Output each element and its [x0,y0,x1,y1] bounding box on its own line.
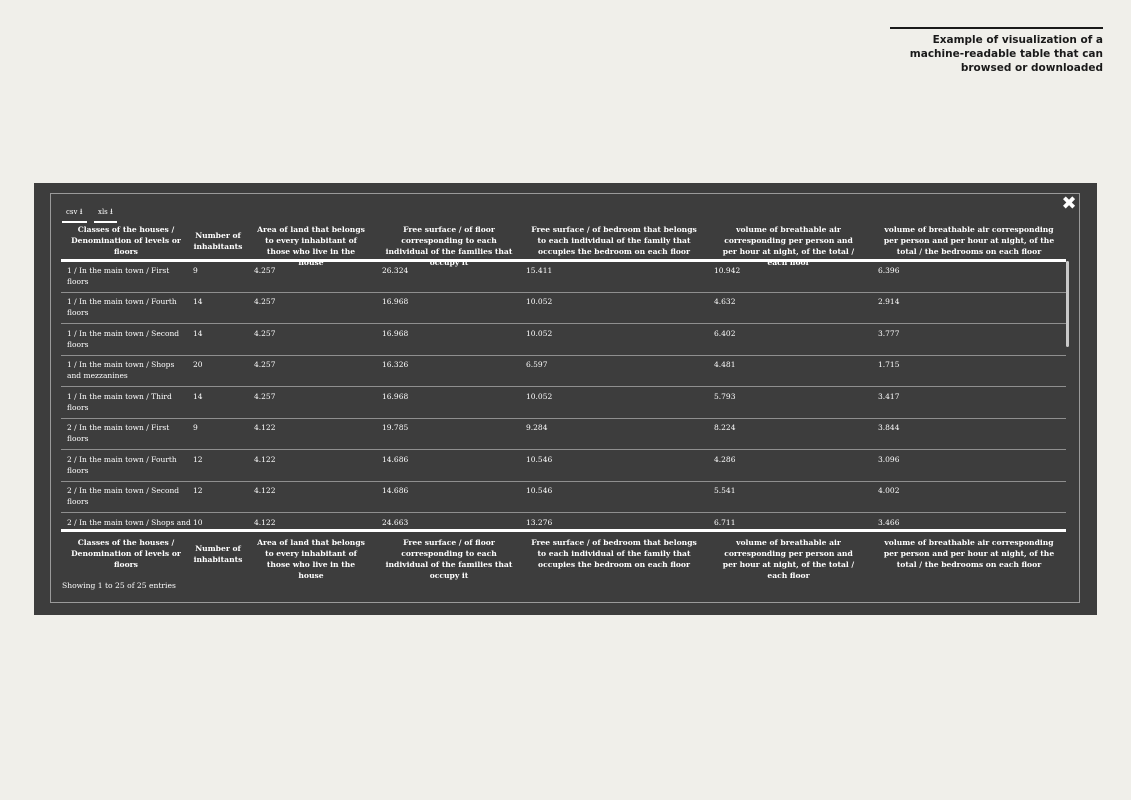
table-cell: 12 [193,486,203,495]
table-cell: 14 [193,329,203,338]
xls-label: xls [98,208,108,216]
table-cell: 6.711 [714,518,736,527]
table-cell: 16.326 [382,360,409,369]
page-caption [890,27,1103,75]
table-row [61,450,1066,482]
table-cell: 24.663 [382,518,409,527]
table-cell: 4.122 [254,455,276,464]
table-cell: 2.914 [878,297,900,306]
table-cell: 14.686 [382,486,409,495]
table-cell: 12 [193,455,203,464]
column-header[interactable]: Classes of the houses / Denomination of levels or floors [71,225,181,256]
table-cell: 2 / In the main town / Shops and [67,518,191,527]
table-row [61,355,1066,387]
caption-line: browsed or downloaded [960,62,1103,74]
table-cell: 3.844 [878,423,900,432]
xls-download-button[interactable] [94,205,117,223]
table-cell: 10.546 [526,486,553,495]
table-cell: 10 [193,518,203,527]
csv-download-button[interactable] [62,205,87,223]
table-cell: 19.785 [382,423,409,432]
column-header[interactable]: volume of breathable air corresponding per person and per hour at night, of the total / each floor [722,225,855,267]
table-cell: 4.122 [254,486,276,495]
table-footer [61,529,1066,580]
table-cell: 6.396 [878,266,900,275]
table-header [61,224,1066,267]
table-cell: 2 / In the main town / First floors [67,423,170,443]
table-cell: 10.052 [526,297,553,306]
table-cell: 10.546 [526,455,553,464]
table-cell: 4.122 [254,423,276,432]
table-cell: 1 / In the main town / Shops and mezzanines [67,360,175,380]
column-header[interactable]: Free surface / of bedroom that belongs to each individual of the family that occupies the bedroom on each floor [531,225,697,256]
table-cell: 2 / In the main town / Fourth floors [67,455,177,475]
table-row [61,481,1066,513]
table-cell: 3.466 [878,518,900,527]
table-cell: 10.942 [714,266,741,275]
table-cell: 14 [193,297,203,306]
table-cell: 2 / In the main town / Second floors [67,486,180,506]
table-cell: 14 [193,392,203,401]
table-cell: 1.715 [878,360,900,369]
caption-line: Example of visualization of a [932,34,1103,46]
table-cell: 4.257 [254,329,276,338]
csv-label: csv [66,208,78,216]
table-cell: 1 / In the main town / Second floors [67,329,180,349]
column-footer: Number of inhabitants [193,544,243,564]
column-header[interactable]: Area of land that belongs to every inhabitant of those who live in the house [257,225,365,267]
table-row [61,418,1066,450]
column-footer: volume of breathable air corresponding per person and per hour at night, of the total / each floor [722,538,855,580]
table-cell: 6.597 [526,360,548,369]
download-icon: ⭳ [110,207,113,216]
table-cell: 15.411 [526,266,553,275]
table-cell: 10.052 [526,329,553,338]
table-cell: 3.096 [878,455,900,464]
table-cell: 4.481 [714,360,736,369]
column-footer: Free surface / of floor corresponding to each individual of the families that occupy it [385,538,513,580]
table-cell: 9 [193,423,198,432]
column-header[interactable]: Free surface / of floor corresponding to each individual of the families that occupy it [385,225,513,267]
caption-line: machine-readable table that can [909,48,1103,60]
table-scrollbar[interactable] [1066,261,1069,347]
table-cell: 16.968 [382,297,409,306]
column-footer: Free surface / of bedroom that belongs to each individual of the family that occupies the bedroom on each floor [531,538,697,569]
column-header[interactable]: Number of inhabitants [193,231,243,251]
table-row [61,324,1066,356]
table-cell: 16.968 [382,392,409,401]
table-cell: 20 [193,360,203,369]
column-footer: Classes of the houses / Denomination of levels or floors [71,538,181,569]
table-cell: 1 / In the main town / Third floors [67,392,172,412]
column-footer: Area of land that belongs to every inhabitant of those who live in the house [257,538,365,580]
table-cell: 14.686 [382,455,409,464]
table-cell: 4.632 [714,297,736,306]
table-cell: 4.002 [878,486,900,495]
table-info: Showing 1 to 25 of 25 entries [62,581,176,590]
table-cell: 1 / In the main town / First floors [67,266,170,286]
column-footer: volume of breathable air corresponding per person and per hour at night, of the total / the bedrooms on each floor [883,538,1055,569]
table-cell: 1 / In the main town / Fourth floors [67,297,177,317]
table-cell: 5.541 [714,486,736,495]
table-cell: 9 [193,266,198,275]
table-row [61,387,1066,419]
table-cell: 6.402 [714,329,736,338]
table-cell: 8.224 [714,423,736,432]
table-cell: 16.968 [382,329,409,338]
table-row [61,261,1066,293]
download-icon: ⭳ [79,207,83,216]
table-cell: 9.284 [526,423,548,432]
table-cell: 4.286 [714,455,736,464]
table-cell: 10.052 [526,392,553,401]
table-cell: 3.417 [878,392,900,401]
table-cell: 13.276 [526,518,553,527]
table-cell: 26.324 [382,266,409,275]
table-cell: 4.257 [254,360,276,369]
table-cell: 4.257 [254,297,276,306]
column-header[interactable]: volume of breathable air corresponding per person and per hour at night, of the total / the bedrooms on each floor [883,225,1055,256]
table-cell: 5.793 [714,392,736,401]
table-cell: 4.257 [254,392,276,401]
table-cell: 3.777 [878,329,900,338]
table-cell: 4.122 [254,518,276,527]
table-row [61,292,1066,324]
close-icon[interactable]: ✖ [1061,193,1077,214]
table-body[interactable] [61,261,1071,529]
table-row [61,513,1066,529]
table-cell: 4.257 [254,266,276,275]
